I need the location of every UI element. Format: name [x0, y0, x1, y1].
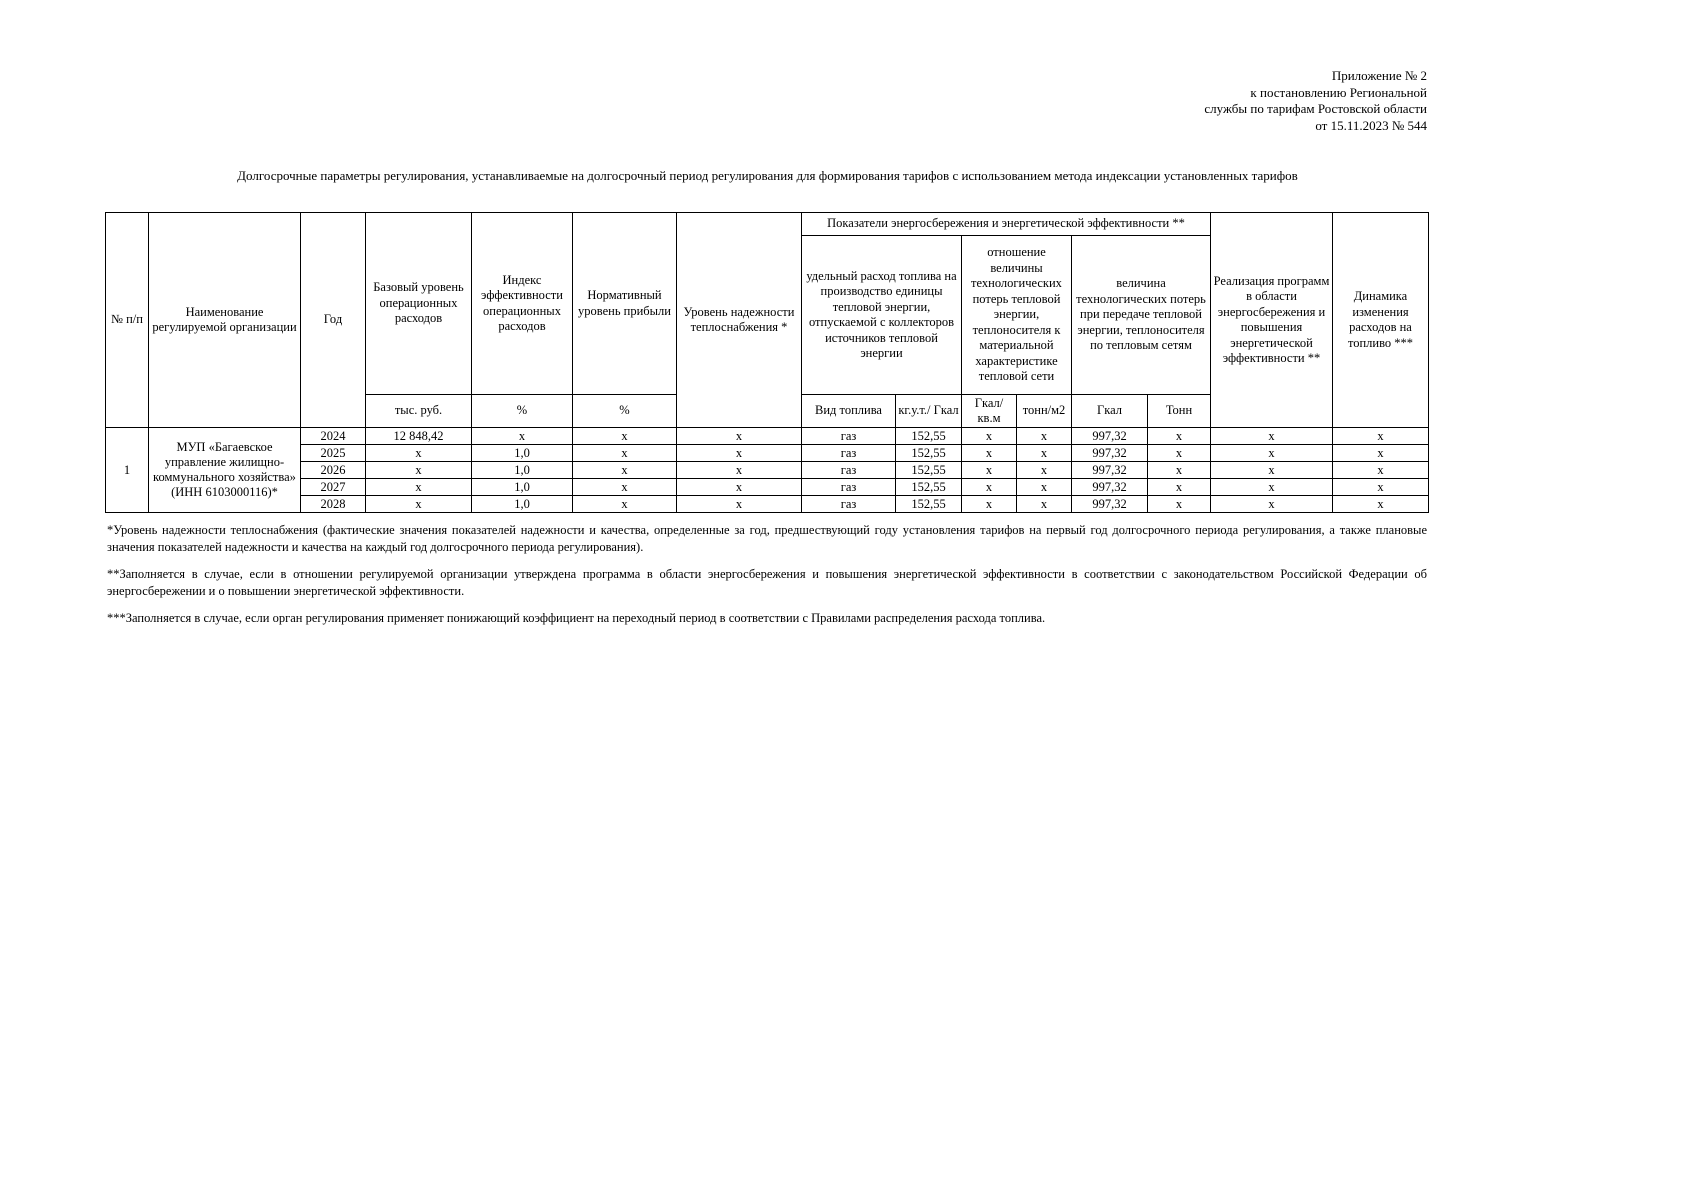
cell-fuel-dynamics: x: [1333, 496, 1429, 513]
table-row: [106, 445, 1429, 462]
unit-efficiency-index: %: [472, 395, 573, 428]
appendix-header: [1204, 68, 1427, 134]
table-row: [106, 496, 1429, 513]
footnote-fuel-coefficient: ***Заполняется в случае, если орган регулирования применяет понижающий коэффициент на переходный период в соответствии с Правилами распределения расхода топлива.: [107, 611, 1046, 625]
footnote-reliability: *Уровень надежности теплоснабжения (фактические значения показателей надежности и качества, определенные за год, предшествующий году установления тарифов на первый год долгосрочного периода регулирования, а также плановые значения показателей надежности и качества на каждый год долгосрочного периода регулирования).: [107, 523, 1427, 554]
cell-programs: x: [1211, 496, 1333, 513]
cell-year: 2024: [301, 428, 366, 445]
document-title: Долгосрочные параметры регулирования, устанавливаемые на долгосрочный период регулирования для формирования тарифов с использованием метода индексации установленных тарифов: [237, 168, 1298, 183]
cell-fuel-type: газ: [802, 496, 896, 513]
cell-efficiency-index: 1,0: [472, 479, 573, 496]
cell-ratio-gcal: x: [962, 462, 1017, 479]
cell-ratio-ton: x: [1017, 445, 1072, 462]
table-row: [106, 428, 1429, 445]
cell-profit-level: x: [573, 462, 677, 479]
cell-loss-gcal: 997,32: [1072, 462, 1148, 479]
cell-reliability: x: [677, 462, 802, 479]
header-num: № п/п: [106, 213, 149, 428]
unit-base-opex: тыс. руб.: [366, 395, 472, 428]
cell-loss-ton: x: [1148, 496, 1211, 513]
cell-loss-gcal: 997,32: [1072, 445, 1148, 462]
header-profit-level: Нормативный уровень прибыли: [573, 213, 677, 395]
cell-reliability: x: [677, 479, 802, 496]
parameters-table: [105, 212, 1429, 513]
cell-efficiency-index: 1,0: [472, 496, 573, 513]
cell-ratio-ton: x: [1017, 428, 1072, 445]
cell-efficiency-index: 1,0: [472, 445, 573, 462]
cell-reliability: x: [677, 428, 802, 445]
header-year: Год: [301, 213, 366, 428]
footnote-energy-program: **Заполняется в случае, если в отношении регулируемой организации утверждена программа в области энергосбережения и повышения энергетической эффективности в соответствии с законодательством Российской Федерации об энергосбережении и о повышении энергетической эффективности.: [107, 567, 1427, 598]
cell-base-opex: x: [366, 479, 472, 496]
unit-ratio-gcal: Гкал/ кв.м: [962, 395, 1017, 428]
unit-loss-ton: Тонн: [1148, 395, 1211, 428]
cell-ratio-ton: x: [1017, 462, 1072, 479]
cell-fuel-dynamics: x: [1333, 479, 1429, 496]
cell-reliability: x: [677, 445, 802, 462]
appendix-number: Приложение № 2: [1331, 68, 1427, 83]
cell-fuel-dynamics: x: [1333, 462, 1429, 479]
cell-loss-ton: x: [1148, 462, 1211, 479]
cell-loss-gcal: 997,32: [1072, 496, 1148, 513]
table-row: [106, 479, 1429, 496]
cell-loss-ton: x: [1148, 479, 1211, 496]
cell-programs: x: [1211, 462, 1333, 479]
cell-profit-level: x: [573, 496, 677, 513]
cell-fuel-type: газ: [802, 428, 896, 445]
cell-fuel-consumption: 152,55: [896, 462, 962, 479]
cell-loss-gcal: 997,32: [1072, 479, 1148, 496]
appendix-date: от 15.11.2023 № 544: [1315, 117, 1427, 133]
cell-fuel-dynamics: x: [1333, 445, 1429, 462]
footnotes: [107, 522, 1427, 637]
cell-fuel-consumption: 152,55: [896, 479, 962, 496]
cell-base-opex: x: [366, 445, 472, 462]
cell-ratio-gcal: x: [962, 428, 1017, 445]
header-row: [106, 213, 1429, 236]
cell-profit-level: x: [573, 428, 677, 445]
cell-fuel-type: газ: [802, 462, 896, 479]
header-programs: Реализация программ в области энергосбережения и повышения энергетической эффективности **: [1211, 213, 1333, 428]
cell-ratio-gcal: x: [962, 496, 1017, 513]
cell-ratio-gcal: x: [962, 445, 1017, 462]
cell-year: 2026: [301, 462, 366, 479]
header-energy-group: Показатели энергосбережения и энергетической эффективности **: [802, 213, 1211, 236]
header-fuel-dynamics: Динамика изменения расходов на топливо ***: [1333, 213, 1429, 428]
cell-programs: x: [1211, 479, 1333, 496]
cell-profit-level: x: [573, 479, 677, 496]
header-base-opex: Базовый уровень операционных расходов: [366, 213, 472, 395]
cell-ratio-ton: x: [1017, 496, 1072, 513]
appendix-ref-line: службы по тарифам Ростовской области: [1204, 101, 1427, 116]
row-number: 1: [106, 428, 149, 513]
cell-fuel-dynamics: x: [1333, 428, 1429, 445]
header-fuel-consumption: удельный расход топлива на производство единицы тепловой энергии, отпускаемой с коллекторов источников тепловой энергии: [802, 236, 962, 395]
cell-loss-ton: x: [1148, 445, 1211, 462]
cell-year: 2028: [301, 496, 366, 513]
cell-year: 2025: [301, 445, 366, 462]
cell-programs: x: [1211, 428, 1333, 445]
header-reliability: Уровень надежности теплоснабжения *: [677, 213, 802, 428]
cell-base-opex: x: [366, 496, 472, 513]
cell-programs: x: [1211, 445, 1333, 462]
header-org: Наименование регулируемой организации: [149, 213, 301, 428]
cell-efficiency-index: x: [472, 428, 573, 445]
appendix-ref-line: к постановлению Региональной: [1250, 84, 1427, 100]
unit-fuel-consumption: кг.у.т./ Гкал: [896, 395, 962, 428]
cell-year: 2027: [301, 479, 366, 496]
unit-loss-gcal: Гкал: [1072, 395, 1148, 428]
header-losses: величина технологических потерь при передаче тепловой энергии, теплоносителя по тепловым сетям: [1072, 236, 1211, 395]
cell-base-opex: x: [366, 462, 472, 479]
unit-ratio-ton: тонн/м2: [1017, 395, 1072, 428]
cell-fuel-consumption: 152,55: [896, 445, 962, 462]
unit-fuel-type: Вид топлива: [802, 395, 896, 428]
cell-fuel-type: газ: [802, 445, 896, 462]
organization-name: МУП «Багаевское управление жилищно-коммунального хозяйства» (ИНН 6103000116)*: [149, 428, 301, 513]
cell-loss-gcal: 997,32: [1072, 428, 1148, 445]
cell-ratio-ton: x: [1017, 479, 1072, 496]
cell-fuel-consumption: 152,55: [896, 496, 962, 513]
header-efficiency-index: Индекс эффективности операционных расходов: [472, 213, 573, 395]
cell-base-opex: 12 848,42: [366, 428, 472, 445]
unit-profit-level: %: [573, 395, 677, 428]
cell-ratio-gcal: x: [962, 479, 1017, 496]
header-loss-ratio: отношение величины технологических потерь тепловой энергии, теплоносителя к материальной характеристике тепловой сети: [962, 236, 1072, 395]
cell-fuel-consumption: 152,55: [896, 428, 962, 445]
cell-efficiency-index: 1,0: [472, 462, 573, 479]
table-row: [106, 462, 1429, 479]
cell-loss-ton: x: [1148, 428, 1211, 445]
cell-profit-level: x: [573, 445, 677, 462]
cell-reliability: x: [677, 496, 802, 513]
cell-fuel-type: газ: [802, 479, 896, 496]
